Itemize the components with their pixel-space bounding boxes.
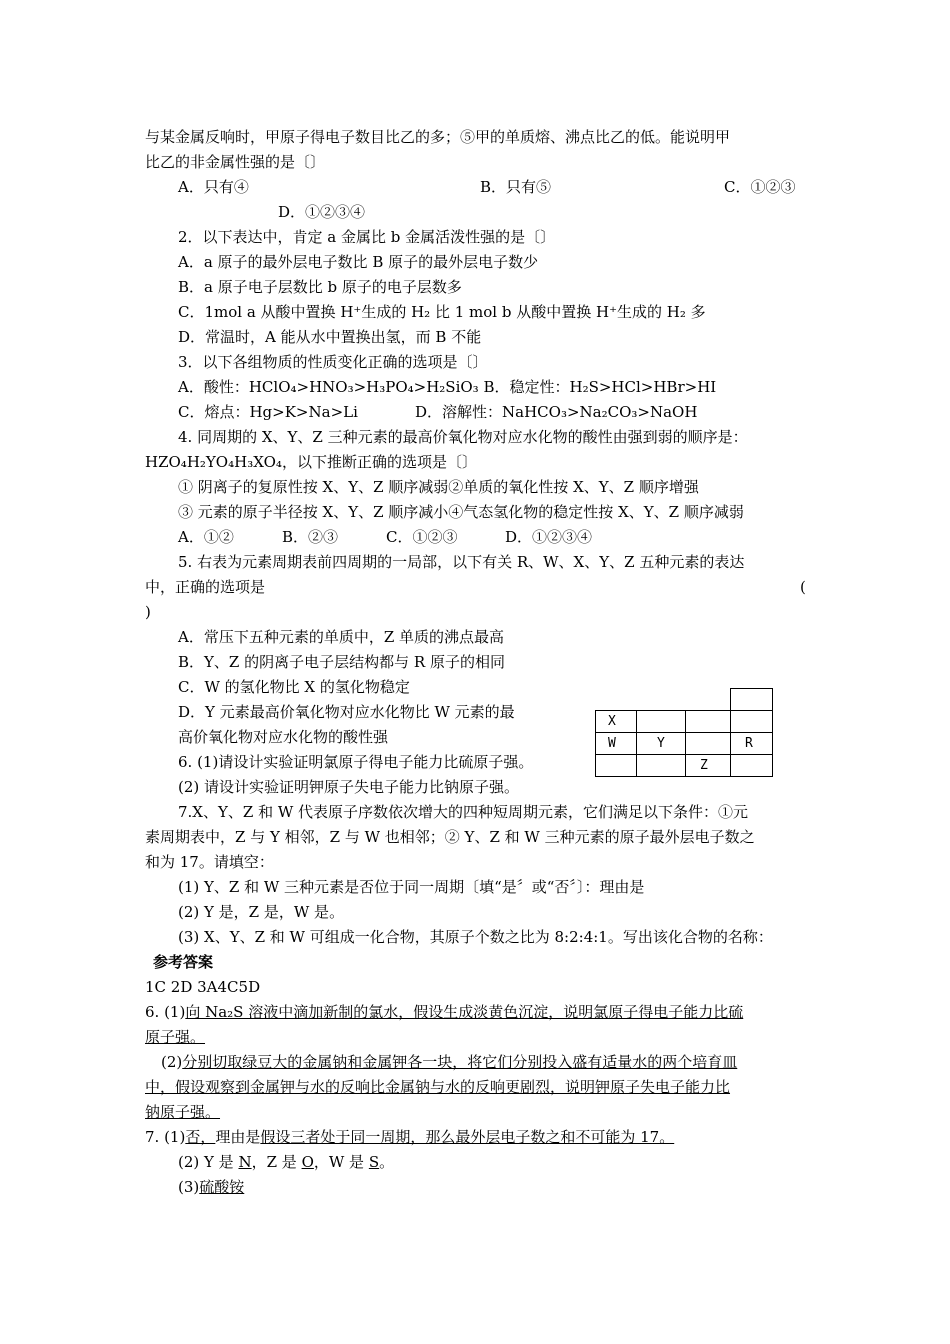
q5-paren-close: ) (145, 603, 151, 621)
q5-option-d-line1: D．Y 元素最高价氧化物对应水化物比 W 元素的最 (178, 703, 515, 721)
answer-7-2-label-z: ，Z 是 (251, 1153, 302, 1171)
answer-7-2-label-w: ，W 是 (313, 1153, 369, 1171)
periodic-table-fragment (595, 688, 773, 777)
answer-7-1-answer: 否， (185, 1128, 216, 1146)
answer-6-1-line2: 原子强。 (145, 1028, 206, 1046)
answer-7-2-y: N (238, 1153, 252, 1171)
q1-option-b: B．只有⑤ (480, 178, 552, 196)
q2-option-a: A．a 原子的最外层电子数比 B 原子的最外层电子数少 (178, 253, 539, 271)
q7-part1: (1) Y、Z 和 W 三种元素是否位于同一周期〔填“是〞或“否〞〕：理由是 (178, 878, 645, 896)
q1-text-line1: 与某金属反响时，甲原子得电子数目比乙的多；⑤甲的单质熔、沸点比乙的低。能说明甲 (145, 128, 731, 146)
q7-stem-line2: 素周期表中，Z 与 Y 相邻，Z 与 W 也相邻；② Y、Z 和 W 三种元素的原子最外层电子数之 (145, 828, 755, 846)
q2-option-d: D．常温时，A 能从水中置换出氢，而 B 不能 (178, 328, 482, 346)
q2-option-b: B．a 原子电子层数比 b 原子的电子层数多 (178, 278, 462, 296)
q1-option-a: A．只有④ (178, 178, 249, 196)
pt-cell (731, 711, 773, 733)
q4-option-d: D．①②③④ (505, 528, 593, 546)
answer-6-2-line1 (161, 1052, 737, 1072)
pt-empty (596, 689, 637, 711)
q5-option-a: A．常压下五种元素的单质中，Z 单质的沸点最高 (178, 628, 505, 646)
answer-6-2-line3: 钠原子强。 (145, 1103, 221, 1121)
q4-stem-line2: HZO₄H₂YO₄H₃XO₄，以下推断正确的选项是〔〕 (145, 453, 477, 471)
q3-option-c: C．熔点：Hg>K>Na>Li (178, 403, 358, 421)
pt-cell (731, 689, 773, 711)
q5-paren-open: ( (800, 578, 806, 596)
answers-title: 参考答案 (153, 953, 214, 971)
pt-cell (686, 733, 731, 755)
answer-7-3-answer: 硫酸铵 (199, 1178, 245, 1196)
q4-option-a: A．①② (178, 528, 234, 546)
answer-7-3-prefix: (3) (178, 1178, 200, 1196)
q7-stem-line1: 7.X、Y、Z 和 W 代表原子序数依次增大的四种短周期元素，它们满足以下条件：①元 (178, 803, 749, 821)
pt-cell-r: R (731, 733, 773, 755)
pt-cell (596, 755, 637, 777)
pt-cell-w: W (596, 733, 637, 755)
answer-6-1-line1 (145, 1002, 743, 1022)
q7-stem-line3: 和为 17。请填空： (145, 853, 274, 871)
pt-cell (637, 755, 686, 777)
q5-stem-line1: 5. 右表为元素周期表前四周期的一局部，以下有关 R、W、X、Y、Z 五种元素的表达 (178, 553, 745, 571)
q6-part2: (2) 请设计实验证明钾原子失电子能力比钠原子强。 (178, 778, 520, 796)
pt-cell-y: Y (637, 733, 686, 755)
pt-cell (637, 711, 686, 733)
q3-option-d: D．溶解性：NaHCO₃>Na₂CO₃>NaOH (415, 403, 698, 421)
answer-6-1-prefix: 6. (1) (145, 1003, 186, 1021)
pt-empty (637, 689, 686, 711)
answer-6-2-prefix: (2) (161, 1053, 183, 1071)
answer-7-2-w: S (368, 1153, 380, 1171)
answer-7-1-mid: 理由是 (215, 1128, 261, 1146)
answer-7-2-label-y: (2) Y 是 (178, 1153, 239, 1171)
answer-7-2 (178, 1152, 394, 1172)
q1-text-line2: 比乙的非金属性强的是〔〕 (145, 153, 326, 171)
answer-6-2-text: 分别切取绿豆大的金属钠和金属钾各一块，将它们分别投入盛有适量水的两个培育皿 (182, 1053, 738, 1071)
pt-cell (731, 755, 773, 777)
pt-cell-z: Z (686, 755, 731, 777)
q7-part2: (2) Y 是，Z 是，W 是。 (178, 903, 345, 921)
q4-statements-2: ③ 元素的原子半径按 X、Y、Z 顺序减小④气态氢化物的稳定性按 X、Y、Z 顺序减弱 (178, 503, 744, 521)
answer-6-2-line2: 中，假设观察到金属钾与水的反响比金属钠与水的反响更剧烈，说明钾原子失电子能力比 (145, 1078, 731, 1096)
answer-7-1 (145, 1127, 674, 1147)
q5-option-c: C．W 的氢化物比 X 的氢化物稳定 (178, 678, 410, 696)
q3-options-ab: A．酸性：HClO₄>HNO₃>H₃PO₄>H₂SiO₃ B．稳定性：H₂S>HCl>HBr>HI (178, 378, 717, 396)
pt-empty (686, 689, 731, 711)
answer-7-2-end: 。 (379, 1153, 395, 1171)
answer-7-1-prefix: 7. (1) (145, 1128, 186, 1146)
answer-7-3 (178, 1177, 244, 1197)
q2-stem: 2．以下表达中，肯定 a 金属比 b 金属活泼性强的是〔〕 (178, 228, 556, 246)
q2-option-c: C．1mol a 从酸中置换 H⁺生成的 H₂ 比 1 mol b 从酸中置换 H⁺生成的 H₂ 多 (178, 303, 706, 321)
q4-option-c: C．①②③ (386, 528, 458, 546)
pt-cell (686, 711, 731, 733)
answer-7-2-z: O (301, 1153, 314, 1171)
q5-option-d-line2: 高价氧化物对应水化物的酸性强 (178, 728, 389, 746)
q5-stem-line2: 中，正确的选项是 (145, 578, 266, 596)
q4-option-b: B．②③ (282, 528, 339, 546)
answers-multiple-choice: 1C 2D 3A4C5D (145, 978, 261, 996)
q5-option-b: B．Y、Z 的阴离子电子层结构都与 R 原子的相同 (178, 653, 505, 671)
q7-part3: (3) X、Y、Z 和 W 可组成一化合物，其原子个数之比为 8:2:4:1。写出该化合物的名称： (178, 928, 773, 946)
pt-cell-x: X (596, 711, 637, 733)
q1-option-c: C．①②③ (724, 178, 796, 196)
answer-7-1-reason: 假设三者处于同一周期，那么最外层电子数之和不可能为 17。 (260, 1128, 675, 1146)
q3-stem: 3．以下各组物质的性质变化正确的选项是〔〕 (178, 353, 488, 371)
answer-6-1-text: 向 Na₂S 溶液中滴加新制的氯水，假设生成淡黄色沉淀，说明氯原子得电子能力比硫 (185, 1003, 744, 1021)
q6-part1: 6. (1)请设计实验证明氯原子得电子能力比硫原子强。 (178, 753, 534, 771)
q4-stem-line1: 4. 同周期的 X、Y、Z 三种元素的最高价氧化物对应水化物的酸性由强到弱的顺序是： (178, 428, 748, 446)
q4-statements-1: ① 阴离子的复原性按 X、Y、Z 顺序减弱②单质的氧化性按 X、Y、Z 顺序增强 (178, 478, 699, 496)
q1-option-d: D．①②③④ (278, 203, 366, 221)
